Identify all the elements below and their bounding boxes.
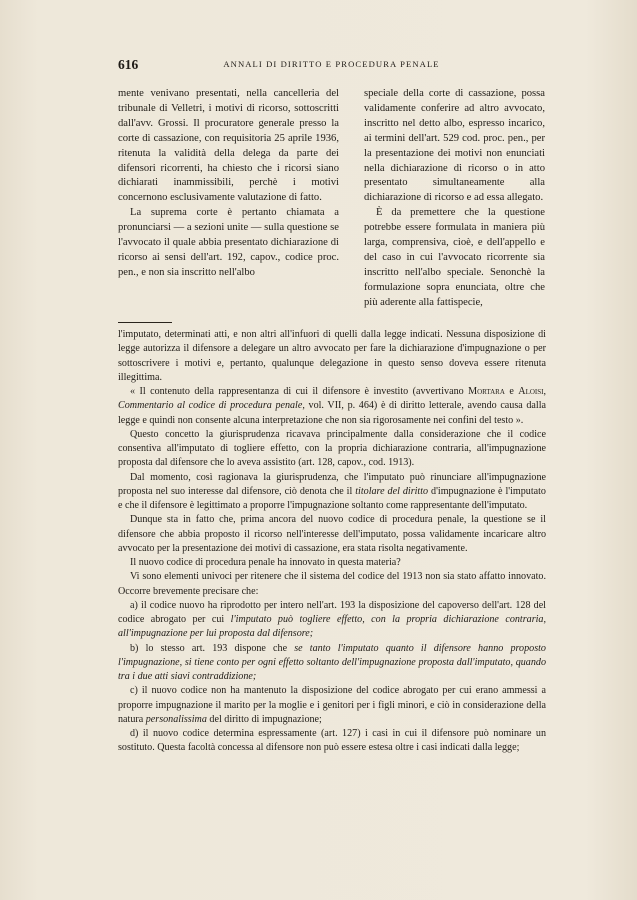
- note-paragraph-2: « Il contenuto della rappresentanza di cui il difensore è investito (avvertivano Mortara e Aloisi, Commentario al codice di procedura penale, vol. VII, p. 464) è di diritto letterale, avendo causa dalla legge e quindi non consente alcuna interpretazione che non sia rigorosamente nei confini del testo ».: [118, 386, 546, 426]
- note-item-b: b) lo stesso art. 193 dispone che se tanto l'imputato quanto il difensore hanno proposto l'impugnazione, si tiene conto per ogni effetto soltanto dell'impugnazione proposta dall'imputato, quando tra i due atti siavi contraddizione;: [118, 642, 546, 682]
- footnote-text: [118, 328, 546, 756]
- page-header: [118, 57, 545, 73]
- left-column: [118, 87, 339, 281]
- cited-work-title: Commentario al codice di procedura penale: [118, 400, 303, 412]
- right-paragraph-1: speciale della corte di cassazione, possa validamente conferire ad altro avvocato, inscritto nel detto albo, espresso incarico, ai termini dell'art. 529 cod. proc. pen., per la presentazione dei motivi non enunciati nella dichiarazione di ricorso o in atto presentato simultaneamente alla dichiarazione di ricorso e ad essa allegato.: [364, 88, 545, 204]
- left-paragraph-2: La suprema corte è pertanto chiamata a pronunciarsi — a sezioni unite — sulla questione se l'avvocato il quale abbia presentato dichiarazione di ricorso ai sensi dell'art. 192, capov., codice proc. pen., e non sia inscritto nell'albo: [118, 207, 339, 278]
- footnote-separator: [118, 322, 172, 323]
- note-paragraph-4: Dal momento, così ragionava la giurisprudenza, che l'imputato può rinunciare all'impugnazione proposta nel suo interesse dal difensore, ciò denota che il titolare del diritto d'impugnazione è l'imputato e che il difensore è legittimato a proporre l'impugnazione soltanto come rappresentante dell'imputato.: [118, 471, 546, 511]
- note-item-d: d) il nuovo codice determina espressamente (art. 127) i casi in cui il difensore può nominare un sostituto. Questa facoltà concessa al difensore non può essere estesa oltre i casi indicati dalla legge;: [118, 728, 546, 754]
- note-paragraph-5: Dunque sta in fatto che, prima ancora del nuovo codice di procedura penale, la questione se il difensore che abbia proposto il ricorso nell'interesse dell'imputato, possa validamente incaricare altro avvocato per la presentazione dei motivi di cassazione, era stata risolta negativamente.: [118, 514, 546, 554]
- right-column: [364, 87, 545, 311]
- note-paragraph-6: Il nuovo codice di procedura penale ha innovato in questa materia?: [130, 557, 401, 568]
- note-paragraph-1: l'imputato, determinati atti, e non altri all'infuori di quelli dalla legge indicati. Nessuna disposizione di legge autorizza il difensore a delegare un altro avvocato per fare la dichiarazione d'impugnazione o per sottoscrivere i motivi e, pertanto, qualunque delegazione in questo senso doveva essere ritenuta illegittima.: [118, 329, 546, 383]
- author-mortara: Mortara: [468, 386, 505, 397]
- page-number: 616: [118, 57, 139, 72]
- note-item-c: c) il nuovo codice non ha mantenuto la disposizione del codice abrogato per cui erano ammessi a proporre impugnazione il marito per la moglie e i genitori per i figli minori, e ciò in considerazione della natura personalissima del diritto di impugnazione;: [118, 685, 546, 725]
- left-paragraph-1: mente venivano presentati, nella cancelleria del tribunale di Velletri, i motivi di ricorso, sottoscritti dall'avv. Grossi. Il procuratore generale presso la corte di cassazione, con requisitoria 25 aprile 1936, ritenuta la validità della delega da parte dei difensori ricorrenti, ha chiesto che i ricorsi siano dichiarati inammissibili, perchè i motivi concernono esclusivamente valutazione di fatto.: [118, 88, 339, 204]
- note-paragraph-3: Questo concetto la giurisprudenza ricavava principalmente dalla considerazione che il codice consentiva all'imputato di togliere effetto, con la propria dichiarazione contraria, all'impugnazione proposta dal difensore che lo aveva assistito (art. 128, capov., cod. 1913).: [118, 428, 546, 469]
- running-head: ANNALI DI DIRITTO E PROCEDURA PENALE: [223, 59, 440, 69]
- note-paragraph-7: Vi sono elementi univoci per ritenere che il sistema del codice del 1913 non sia stato affatto innovato. Occorre brevemente precisare che:: [118, 571, 546, 597]
- main-text-columns: [118, 87, 545, 313]
- note-item-a: a) il codice nuovo ha riprodotto per intero nell'art. 193 la disposizione del capoverso dell'art. 128 del codice abrogato per cui l'imputato può togliere effetto, con la propria dichiarazione contraria, all'impugnazione per lui proposta dal difensore;: [118, 599, 546, 640]
- right-paragraph-2: È da premettere che la questione potrebbe essere formulata in maniera più larga, comprensiva, cioè, e dell'appello e del caso in cui l'avvocato ricorrente sia inscritto nell'albo speciale. Senonchè la formulazione sopra enunciata, oltre che più aderente alla fattispecie,: [364, 207, 545, 308]
- author-aloisi: Aloisi: [518, 386, 544, 397]
